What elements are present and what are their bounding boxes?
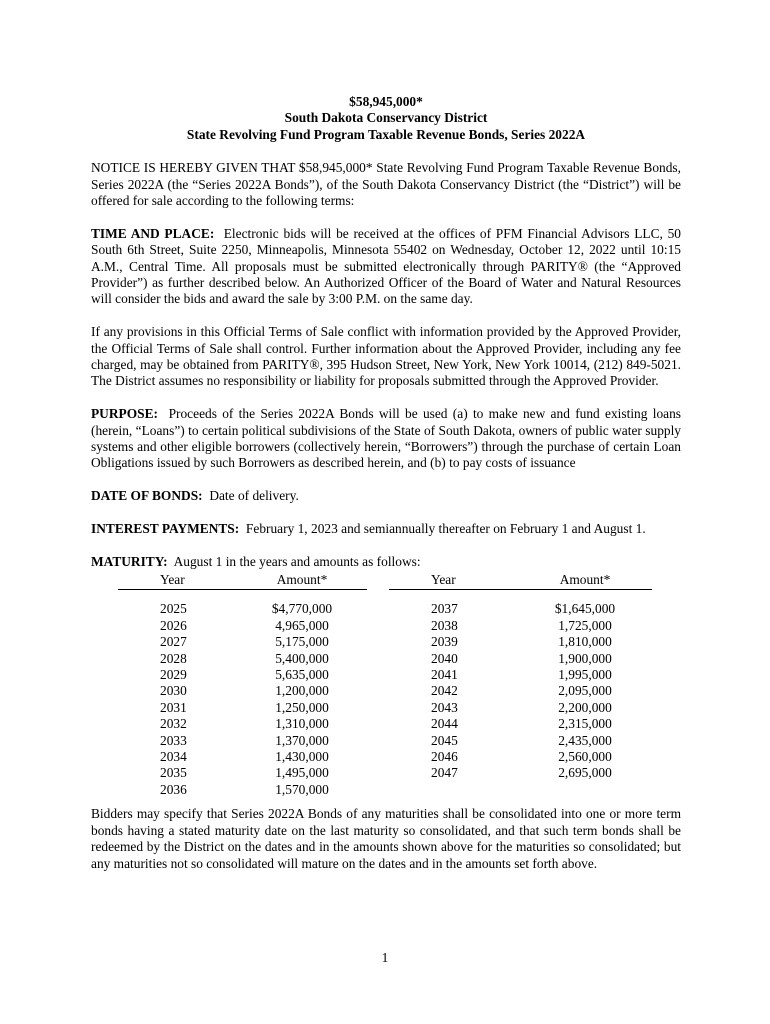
maturity-amount-cell: 1,200,000 — [275, 683, 329, 699]
maturity-amount-cell: 1,810,000 — [558, 634, 612, 650]
maturity-year-cell: 2027 — [160, 634, 187, 650]
purpose-text: Proceeds of the Series 2022A Bonds will be used (a) to make new and fund existing loans (herein, “Loans”) to certain political subdivisions of the State of South Dakota, owners of public water supply systems and other eligible borrowers (collectively herein, “Borrowers”) through the purchase of certain Loan Obligations issued by such Borrowers as described herein, and (b) to pay costs of issuance — [91, 406, 681, 471]
maturity-label: MATURITY: — [91, 553, 168, 569]
maturity-col-year-left — [118, 572, 230, 798]
maturity-amount-cell: 2,315,000 — [558, 716, 612, 732]
maturity-year-cell: 2032 — [160, 716, 187, 732]
maturity-year-cell: 2044 — [431, 716, 458, 732]
amount-header-right: Amount* — [518, 572, 652, 590]
maturity-col-year-right — [389, 572, 509, 781]
page-number: 1 — [381, 950, 389, 965]
maturity-amount-cell: 1,370,000 — [275, 732, 329, 748]
maturity-text: August 1 in the years and amounts as follows: — [173, 553, 421, 569]
time-and-place-text: Electronic bids will be received at the offices of PFM Financial Advisors LLC, 50 South 6th Street, Suite 2250, Minneapolis, Minnesota 55402 on Wednesday, October 12, 2022 until 10:15 A.M., Central Time. All proposals must be submitted electronically through PARITY® (the “Approved Provider”) as further described below. An Authorized Officer of the Board of Water and Natural Resources will consider the bids and award the sale by 3:00 P.M. on the same day. — [91, 225, 681, 307]
header-bond-title: State Revolving Fund Program Taxable Revenue Bonds, Series 2022A — [186, 126, 586, 142]
maturity-year-cell: 2031 — [160, 699, 187, 715]
maturity-year-cell: 2046 — [431, 748, 458, 764]
maturity-paragraph — [91, 554, 681, 570]
maturity-amount-cell: 5,175,000 — [275, 634, 329, 650]
amount-cells-left — [237, 601, 367, 798]
date-of-bonds-label: DATE OF BONDS: — [91, 488, 203, 504]
maturity-col-amount-left — [237, 572, 367, 798]
maturity-year-cell: 2038 — [431, 617, 458, 633]
maturity-amount-cell: 1,495,000 — [275, 765, 329, 781]
notice-paragraph: NOTICE IS HEREBY GIVEN THAT $58,945,000* State Revolving Fund Program Taxable Revenue Bonds, Series 2022A (the “Series 2022A Bonds”), of the South Dakota Conservancy District (the “District”) will be offered for sale according to the following terms: — [91, 160, 681, 209]
amount-cells-right — [518, 601, 652, 781]
header-amount: $58,945,000* — [349, 94, 423, 109]
maturity-amount-cell: 2,435,000 — [558, 732, 612, 748]
maturity-year-cell: 2045 — [431, 732, 458, 748]
maturity-year-cell: 2040 — [431, 650, 458, 666]
document-body — [91, 94, 681, 872]
maturity-year-cell: 2043 — [431, 699, 458, 715]
maturity-amount-cell: 1,725,000 — [558, 617, 612, 633]
document-header — [91, 94, 681, 143]
maturity-year-cell: 2025 — [160, 601, 187, 617]
maturity-amount-cell: 1,250,000 — [275, 699, 329, 715]
maturity-amount-cell: 1,310,000 — [275, 716, 329, 732]
time-and-place-paragraph — [91, 226, 681, 308]
maturity-amount-cell: 5,635,000 — [275, 666, 329, 682]
maturity-amount-cell: $1,645,000 — [554, 601, 616, 617]
year-cells-right — [431, 601, 509, 781]
maturity-amount-cell: 1,570,000 — [275, 781, 329, 797]
maturity-year-cell: 2030 — [160, 683, 187, 699]
maturity-amount-cell: 2,200,000 — [558, 699, 612, 715]
maturity-amount-cell: $4,770,000 — [271, 601, 333, 617]
interest-payments-label: INTEREST PAYMENTS: — [91, 521, 240, 537]
maturity-amount-cell: 1,995,000 — [558, 666, 612, 682]
maturity-year-cell: 2028 — [160, 650, 187, 666]
purpose-label: PURPOSE: — [91, 406, 158, 422]
maturity-year-cell: 2029 — [160, 666, 187, 682]
maturity-table — [91, 572, 681, 802]
date-of-bonds-text: Date of delivery. — [209, 488, 299, 504]
year-cells-left — [160, 601, 230, 798]
maturity-amount-cell: 4,965,000 — [275, 617, 329, 633]
maturity-year-cell: 2042 — [431, 683, 458, 699]
maturity-year-cell: 2033 — [160, 732, 187, 748]
maturity-year-cell: 2036 — [160, 781, 187, 797]
maturity-year-cell: 2034 — [160, 748, 187, 764]
header-issuer: South Dakota Conservancy District — [284, 110, 488, 126]
maturity-amount-cell: 1,900,000 — [558, 650, 612, 666]
amount-header-left: Amount* — [237, 572, 367, 590]
maturity-amount-cell: 5,400,000 — [275, 650, 329, 666]
bidders-paragraph: Bidders may specify that Series 2022A Bonds of any maturities shall be consolidated into one or more term bonds having a stated maturity date on the last maturity so consolidated, and that such term bonds shall be redeemed by the District on the dates and in the amounts shown above for the maturities so consolidated; but any maturities not so consolidated will mature on the dates and in the amounts set forth above. — [91, 806, 681, 871]
maturity-year-cell: 2039 — [431, 634, 458, 650]
time-and-place-label: TIME AND PLACE: — [91, 225, 215, 241]
provisions-paragraph: If any provisions in this Official Terms of Sale conflict with information provided by the Approved Provider, the Official Terms of Sale shall control. Further information about the Approved Provider, including any fee charged, may be obtained from PARITY®, 395 Hudson Street, New York, New York 10014, (212) 849-5021. The District assumes no responsibility or liability for proposals submitted through the Approved Provider. — [91, 324, 681, 389]
maturity-amount-cell: 2,560,000 — [558, 748, 612, 764]
interest-payments-paragraph — [91, 521, 681, 537]
maturity-amount-cell: 1,430,000 — [275, 748, 329, 764]
maturity-year-cell: 2041 — [431, 666, 458, 682]
maturity-year-cell: 2035 — [160, 765, 187, 781]
date-of-bonds-paragraph — [91, 488, 681, 504]
year-header-left: Year — [118, 572, 272, 590]
maturity-year-cell: 2047 — [431, 765, 458, 781]
purpose-paragraph — [91, 406, 681, 472]
maturity-col-amount-right — [518, 572, 652, 781]
maturity-amount-cell: 2,695,000 — [558, 765, 612, 781]
year-header-right: Year — [389, 572, 551, 590]
maturity-year-cell: 2026 — [160, 617, 187, 633]
maturity-year-cell: 2037 — [431, 601, 458, 617]
maturity-amount-cell: 2,095,000 — [558, 683, 612, 699]
interest-payments-text: February 1, 2023 and semiannually thereafter on February 1 and August 1. — [245, 521, 646, 537]
